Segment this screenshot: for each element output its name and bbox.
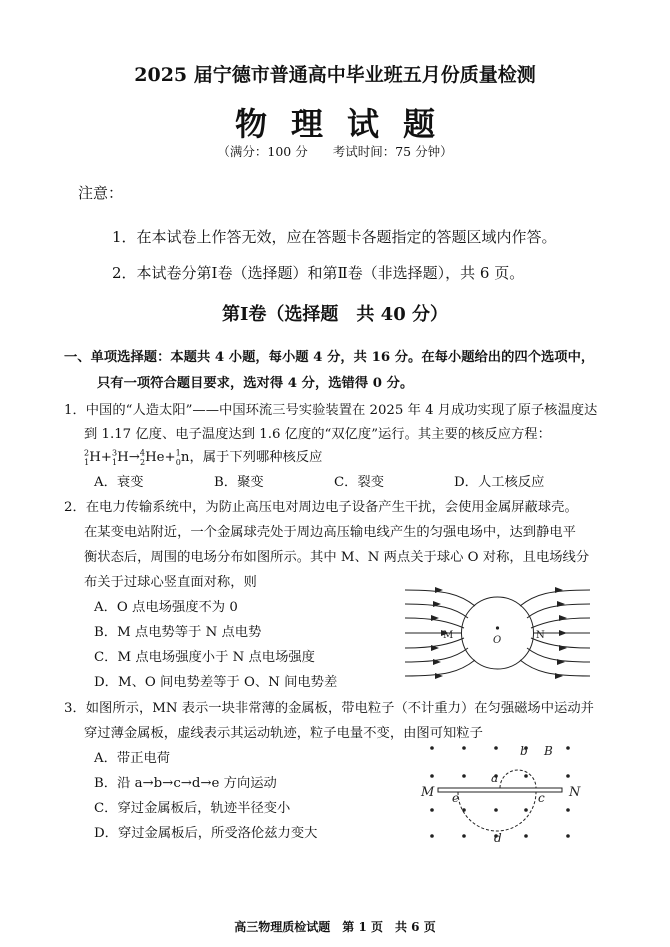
page-footer: 高三物理质检试题 第 1 页 共 6 页 [234,920,436,934]
q1-equation-tail: ，属于下列哪种核反应 [189,450,323,465]
section-title: 第Ⅰ卷（选择题 共 40 分） [221,304,448,325]
q1-equation [84,446,322,467]
q2-option-d: D．M、O 间电势差等于 O、N 间电势差 [94,675,338,690]
q3-label-d: d [494,831,502,845]
q3-line2: 穿过薄金属板，虚线表示其运动轨迹，粒子电量不变，由图可知粒子 [84,726,483,741]
exam-meta: （满分：100 分 考试时间：75 分钟） [217,144,453,159]
q3-option-a: A．带正电荷 [94,751,171,766]
q2-line2: 在某变电站附近，一个金属球壳处于周边高压输电线产生的匀强电场中，达到静电平 [84,525,576,540]
q3-option-d: D．穿过金属板后，所受洛伦兹力变大 [94,826,318,841]
q1-line2: 到 1.17 亿度、电子温度达到 1.6 亿度的“双亿度”运行。其主要的核反应方程： [84,427,551,442]
q2-field-figure [405,576,590,691]
part1-heading-line2: 只有一项符合题目要求，选对得 4 分，选错得 0 分。 [97,376,414,391]
q1-equation-formula: $^2_1$H+$^3_1$H→$^4_2$He+$^1_0$n [84,448,190,467]
q3-label-c: c [538,791,545,805]
q1-option-c: C．裂变 [334,475,385,490]
notice-label: 注意： [78,184,124,202]
part1-heading-line1: 一、单项选择题：本题共 4 小题，每小题 4 分，共 16 分。在每小题给出的四个选项中， [64,350,595,365]
q2-option-b: B．M 点电势等于 N 点电势 [94,625,262,640]
q3-magnetic-figure [418,738,583,848]
q2-option-c: C．M 点电场强度小于 N 点电场强度 [94,650,315,665]
q1-option-b: B．聚变 [214,475,264,490]
q3-label-b: b [520,744,528,758]
exam-title: 2025 届宁德市普通高中毕业班五月份质量检测 [134,64,536,86]
q2-line1: 2．在电力传输系统中，为防止高压电对周边电子设备产生干扰，会使用金属屏蔽球壳。 [64,500,578,515]
q2-label-n: N [536,630,545,641]
q3-line1: 3．如图所示，MN 表示一块非常薄的金属板，带电粒子（不计重力）在匀强磁场中运动并 [64,701,594,716]
q2-line3: 衡状态后，周围的电场分布如图所示。其中 M、N 两点关于球心 O 对称，且电场线分 [84,550,590,565]
q3-label-e: e [452,791,460,805]
q2-line4: 布关于过球心竖直面对称，则 [84,575,257,590]
subject-title: 物理试题 [234,105,459,143]
q3-label-m: M [421,785,435,800]
q1-option-d: D．人工核反应 [454,475,545,490]
q1-line1: 1．中国的“人造太阳”——中国环流三号实验装置在 2025 年 4 月成功实现了原子核温度达 [64,403,598,418]
notice-item-2: 2．本试卷分第Ⅰ卷（选择题）和第Ⅱ卷（非选择题），共 6 页。 [112,264,525,282]
q3-option-b: B．沿 a→b→c→d→e 方向运动 [94,776,277,791]
q3-label-field-b: B [544,744,553,758]
q2-label-m: M [443,630,454,641]
q3-label-n: N [569,785,581,800]
q2-option-a: A．O 点电场强度不为 0 [94,600,238,615]
q3-option-c: C．穿过金属板后，轨迹半径变小 [94,801,291,816]
q3-label-a: a [491,771,499,785]
q2-label-o: O [493,635,502,646]
q1-option-a: A．衰变 [94,475,144,490]
notice-item-1: 1．在本试卷上作答无效，应在答题卡各题指定的答题区域内作答。 [112,228,557,246]
